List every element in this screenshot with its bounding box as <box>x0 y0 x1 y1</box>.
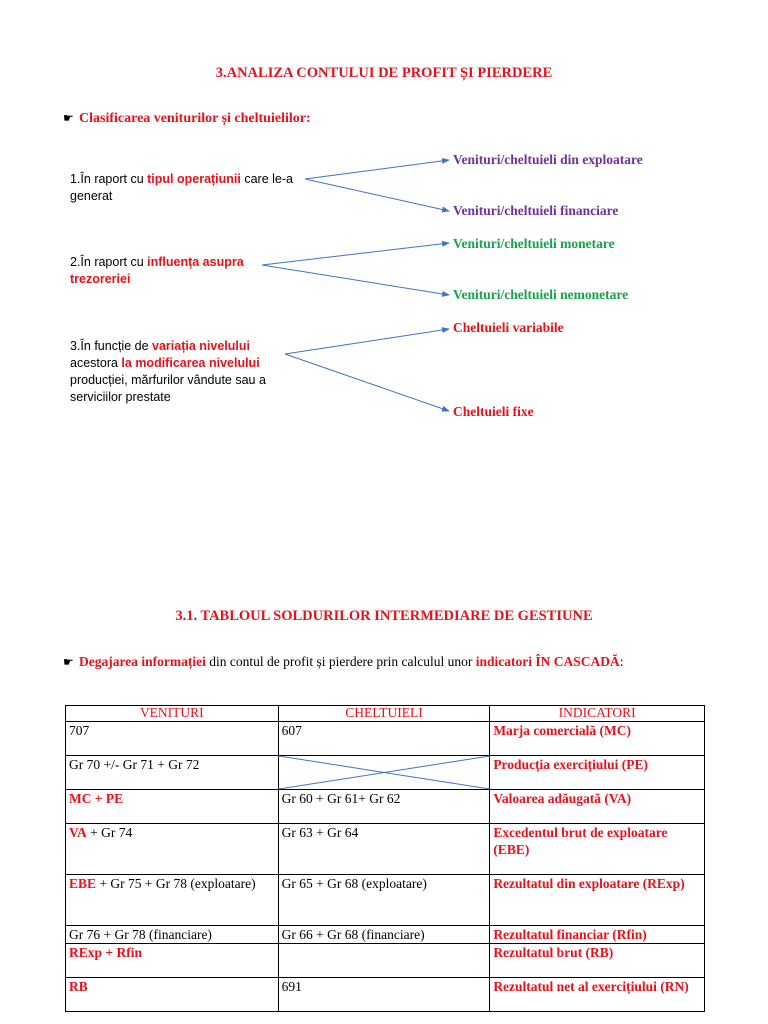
venituri-cell: Gr 70 +/- Gr 71 + Gr 72 <box>66 756 279 790</box>
venituri-cell: RExp + Rfin <box>66 944 279 978</box>
target-variabile: Cheltuieli variabile <box>453 320 564 335</box>
criterion-3-line3: producției, mărfurilor vândute sau a <box>70 373 266 387</box>
venituri-cell: EBE + Gr 75 + Gr 78 (exploatare) <box>66 875 279 926</box>
arrow-3b <box>285 354 449 411</box>
table-row <box>66 824 705 875</box>
cheltuieli-cell: Gr 63 + Gr 64 <box>278 824 490 875</box>
venituri-cell: RB <box>66 978 279 1012</box>
criterion-1 <box>70 171 293 205</box>
target-exploatare: Venituri/cheltuieli din exploatare <box>453 152 643 167</box>
cascade-end: : <box>619 654 624 669</box>
arrow-2b <box>262 265 449 295</box>
tsig-table <box>65 705 705 1012</box>
header-venituri: VENITURI <box>66 706 279 722</box>
indicator-cell: Marja comercială (MC) <box>490 722 705 756</box>
section-title-analysis: 3.ANALIZA CONTULUI DE PROFIT ȘI PIERDERE <box>215 65 553 81</box>
pointing-hand-icon: ☛ <box>63 655 74 669</box>
pointing-hand-icon: ☛ <box>63 111 74 125</box>
criterion-3-line4: serviciilor prestate <box>70 390 171 404</box>
cheltuieli-cell-crossed <box>278 756 490 790</box>
cascade-highlight-1: Degajarea informației <box>79 654 206 669</box>
cheltuieli-cell: 691 <box>278 978 490 1012</box>
table-row <box>66 978 705 1012</box>
criterion-2-prefix: 2.În raport cu <box>70 255 148 269</box>
indicator-cell: Excedentul brut de exploatare (EBE) <box>490 824 705 875</box>
table-row <box>66 722 705 756</box>
arrow-1a <box>305 160 449 179</box>
criterion-3-highlight: variația nivelului <box>152 339 250 353</box>
target-fixe: Cheltuieli fixe <box>453 404 534 419</box>
criterion-1-prefix: 1.În raport cu <box>70 172 148 186</box>
cross-out-lines <box>279 756 490 789</box>
criterion-3 <box>70 338 266 406</box>
venituri-cell: Gr 76 + Gr 78 (financiare) <box>66 926 279 944</box>
criterion-3-line2-prefix: acestora <box>70 356 122 370</box>
table-row <box>66 875 705 926</box>
table-row <box>66 756 705 790</box>
classification-heading: Clasificarea veniturilor și cheltuielilor: <box>79 111 311 126</box>
venituri-cell: MC + PE <box>66 790 279 824</box>
target-monetare: Venituri/cheltuieli monetare <box>453 236 615 251</box>
target-nemonetare: Venituri/cheltuieli nemonetare <box>453 287 629 302</box>
criterion-2-line2: trezoreriei <box>70 272 131 286</box>
criterion-1-highlight: tipul operațiunii <box>147 172 241 186</box>
indicator-cell: Producția exercițiului (PE) <box>490 756 705 790</box>
indicator-cell: Rezultatul brut (RB) <box>490 944 705 978</box>
table-header-row <box>66 706 705 722</box>
target-financiare: Venituri/cheltuieli financiare <box>453 203 619 218</box>
indicator-cell: Rezultatul din exploatare (RExp) <box>490 875 705 926</box>
criterion-2-highlight: influența asupra <box>147 255 244 269</box>
cheltuieli-cell <box>278 944 490 978</box>
table-row <box>66 790 705 824</box>
cheltuieli-cell: 607 <box>278 722 490 756</box>
cascade-bullet <box>63 654 624 670</box>
table-row <box>66 926 705 944</box>
arrow-2a <box>262 243 449 265</box>
criterion-2 <box>70 254 244 288</box>
cascade-highlight-2: indicatori ÎN CASCADĂ <box>475 654 620 669</box>
criterion-1-line2: generat <box>70 189 113 203</box>
cheltuieli-cell: Gr 60 + Gr 61+ Gr 62 <box>278 790 490 824</box>
indicator-cell: Valoarea adăugată (VA) <box>490 790 705 824</box>
cascade-middle: din contul de profit și pierdere prin calculul unor <box>205 654 476 669</box>
arrow-1b <box>305 179 449 211</box>
cheltuieli-cell: Gr 65 + Gr 68 (exploatare) <box>278 875 490 926</box>
criterion-3-prefix: 3.În funcție de <box>70 339 153 353</box>
venituri-cell: VA + Gr 74 <box>66 824 279 875</box>
criterion-3-line2-highlight: la modificarea nivelului <box>121 356 260 370</box>
table-row <box>66 944 705 978</box>
header-cheltuieli: CHELTUIELI <box>278 706 490 722</box>
arrow-3a <box>285 329 449 354</box>
header-indicatori: INDICATORI <box>490 706 705 722</box>
cheltuieli-cell: Gr 66 + Gr 68 (financiare) <box>278 926 490 944</box>
indicator-cell: Rezultatul financiar (Rfin) <box>490 926 705 944</box>
venituri-cell: 707 <box>66 722 279 756</box>
criterion-1-suffix: care le-a <box>240 172 293 186</box>
indicator-cell: Rezultatul net al exercițiului (RN) <box>490 978 705 1012</box>
section-title-tsig: 3.1. TABLOUL SOLDURILOR INTERMEDIARE DE GESTIUNE <box>175 608 593 624</box>
